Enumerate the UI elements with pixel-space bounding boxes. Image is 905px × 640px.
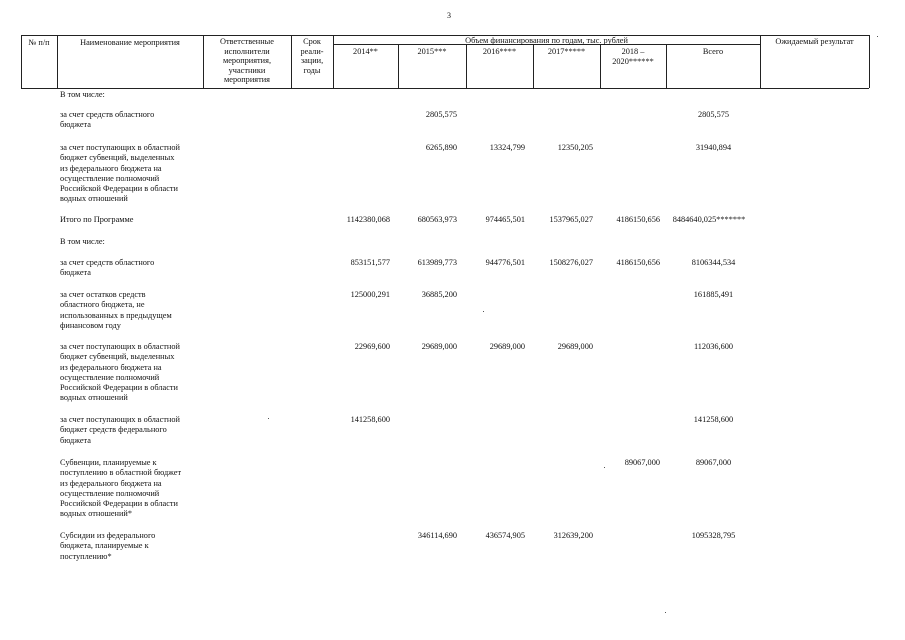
row-label: за счет остатков средств областного бюджета, не использованных в предыдущем финансовом году [60,290,172,330]
cell-2015: 29689,000 [421,342,457,351]
cell-total: 8484640,025******* [672,215,746,224]
cell-2016: 944776,501 [485,258,525,267]
cell-2014: 125000,291 [350,290,390,299]
cell-2015: 613989,773 [417,258,457,267]
cell-2014: 22969,600 [354,342,390,351]
row-label: за счет средств областного бюджета [60,258,155,278]
row-label: за счет поступающих в областной бюджет средств федерального бюджета [60,415,180,445]
header-year-2014: 2014** [353,47,378,56]
cell-2014: 141258,600 [350,415,390,424]
cell-total: 8106344,534 [691,258,736,267]
cell-2016: 29689,000 [489,342,525,351]
header-result: Ожидаемый результат [775,37,854,46]
header-total: Всего [702,47,724,56]
cell-2014: 1142380,068 [346,215,390,224]
header-name: Наименование мероприятия [80,38,180,47]
cell-total: 89067,000 [695,458,732,467]
cell-2014: 853151,577 [350,258,390,267]
row-label: за счет средств областного бюджета [60,110,155,130]
cell-total: 161885,491 [693,290,734,299]
cell-2018-2020: 4186150,656 [616,258,660,267]
header-year-2018-2020: 2018 – 2020****** [612,47,654,66]
cell-total: 2805,575 [697,110,730,119]
cell-2017: 1508276,027 [549,258,593,267]
cell-2016: 974465,501 [485,215,525,224]
scan-speck [268,418,269,419]
row-label: за счет поступающих в областной бюджет субвенций, выделенных из федерального бюджета на осуществление полномочий Российской Федерации в области водных отношений [60,342,180,403]
cell-2015: 2805,575 [425,110,457,119]
scan-speck [483,311,484,312]
cell-2017: 312639,200 [553,531,593,540]
page-number: 3 [447,11,451,20]
cell-total: 31940,894 [695,143,732,152]
header-funding: Объем финансирования по годам, тыс. рублей [465,36,628,45]
cell-2015: 680563,973 [417,215,457,224]
row-label: В том числе: [60,90,105,99]
header-year-2016: 2016**** [482,47,517,56]
row-label: Субсидии из федерального бюджета, планируемые к поступлению* [60,531,156,561]
header-bottom-line [21,88,869,89]
header-num: № п/п [28,38,50,47]
row-label: Субвенции, планируемые к поступлению в областной бюджет из федерального бюджета на осуществление полномочий Российской Федерации в области водных отношений* [60,458,182,519]
cell-2015: 36885,200 [421,290,457,299]
cell-2016: 13324,799 [489,143,525,152]
scan-speck [877,36,878,37]
cell-2018-2020: 4186150,656 [616,215,660,224]
header-year-2017: 2017***** [547,47,586,56]
scan-speck [604,467,605,468]
cell-2016: 436574,905 [485,531,525,540]
row-label: Итого по Программе [60,215,134,224]
scan-speck [665,612,666,613]
cell-total: 1095328,795 [691,531,736,540]
header-responsible: Ответственные исполнители мероприятия, участники мероприятия [220,37,274,84]
header-term: Срок реали- зации, годы [300,37,324,75]
cell-2017: 29689,000 [557,342,593,351]
header-year-2015: 2015*** [417,47,447,56]
cell-total: 112036,600 [693,342,734,351]
cell-2015: 6265,890 [425,143,457,152]
grid-line [869,35,870,88]
row-label: за счет поступающих в областной бюджет субвенций, выделенных из федерального бюджета на осуществление полномочий Российской Федерации в области водных отношений [60,143,180,204]
cell-2015: 346114,690 [417,531,457,540]
row-label: В том числе: [60,237,105,246]
cell-2017: 1537965,027 [549,215,593,224]
cell-total: 141258,600 [693,415,734,424]
cell-2017: 12350,205 [557,143,593,152]
cell-2018-2020: 89067,000 [624,458,660,467]
